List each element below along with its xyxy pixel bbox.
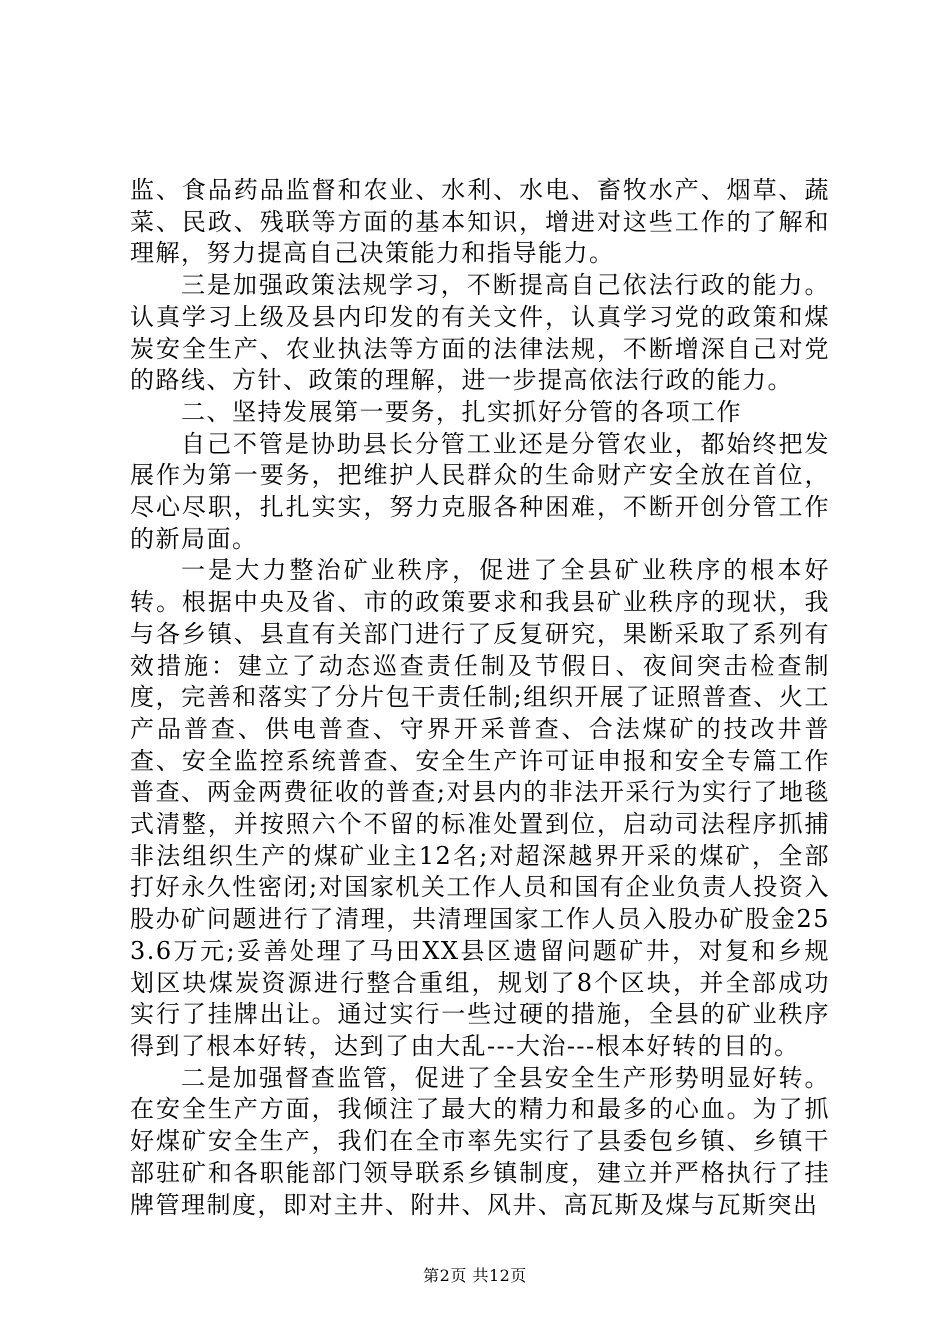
paragraph: 自己不管是协助县长分管工业还是分管农业，都始终把发展作为第一要务，把维护人民群众的生命财产安全放在首位，尽心尽职，扎扎实实，努力克服各种困难，不断开创分管工作的新局面。 (130, 429, 830, 553)
page-footer (0, 1263, 950, 1286)
paragraph: 三是加强政策法规学习，不断提高自己依法行政的能力。认真学习上级及县内印发的有关文件，认真学习党的政策和煤炭安全生产、农业执法等方面的法律法规，不断增深自己对党的路线、方针、政策的理解，进一步提高依法行政的能力。 (130, 271, 830, 395)
document-body (130, 175, 830, 1221)
page-number: 第2页 共12页 (423, 1266, 527, 1285)
section-heading: 二、坚持发展第一要务，扎实抓好分管的各项工作 (181, 397, 742, 426)
paragraph: 二是加强督查监管，促进了全县安全生产形势明显好转。在安全生产方面，我倾注了最大的精力和最多的心血。为了抓好煤矿安全生产，我们在全市率先实行了县委包乡镇、乡镇干部驻矿和各职能部门领导联系乡镇制度，建立并严格执行了挂牌管理制度，即对主井、附井、风井、高瓦斯及煤与瓦斯突出 (130, 1063, 830, 1219)
paragraph: 监、食品药品监督和农业、水利、水电、畜牧水产、烟草、蔬菜、民政、残联等方面的基本知识，增进对这些工作的了解和理解，努力提高自己决策能力和指导能力。 (130, 176, 830, 268)
paragraph: 一是大力整治矿业秩序，促进了全县矿业秩序的根本好转。根据中央及省、市的政策要求和我县矿业秩序的现状，我与各乡镇、县直有关部门进行了反复研究，果断采取了系列有效措施：建立了动态巡查责任制及节假日、夜间突击检查制度，完善和落实了分片包干责任制;组织开展了证照普查、火工产品普查、供电普查、守界开采普查、合法煤矿的技改井普查、安全监控系统普查、安全生产许可证申报和安全专篇工作普查、两金两费征收的普查;对县内的非法开采行为实行了地毯式清整，并按照六个不留的标准处置到位，启动司法程序抓捕非法组织生产的煤矿业主12名;对超深越界开采的煤矿，全部打好永久性密闭;对国家机关工作人员和国有企业负责人投资入股办矿问题进行了清理，共清理国家工作人员入股办矿股金253.6万元;妥善处理了马田XX县区遗留问题矿井，对复和乡规划区块煤炭资源进行整合重组，规划了8个区块，并全部成功实行了挂牌出让。通过实行一些过硬的措施，全县的矿业秩序得到了根本好转，达到了由大乱---大治---根本好转的目的。 (130, 556, 830, 1060)
